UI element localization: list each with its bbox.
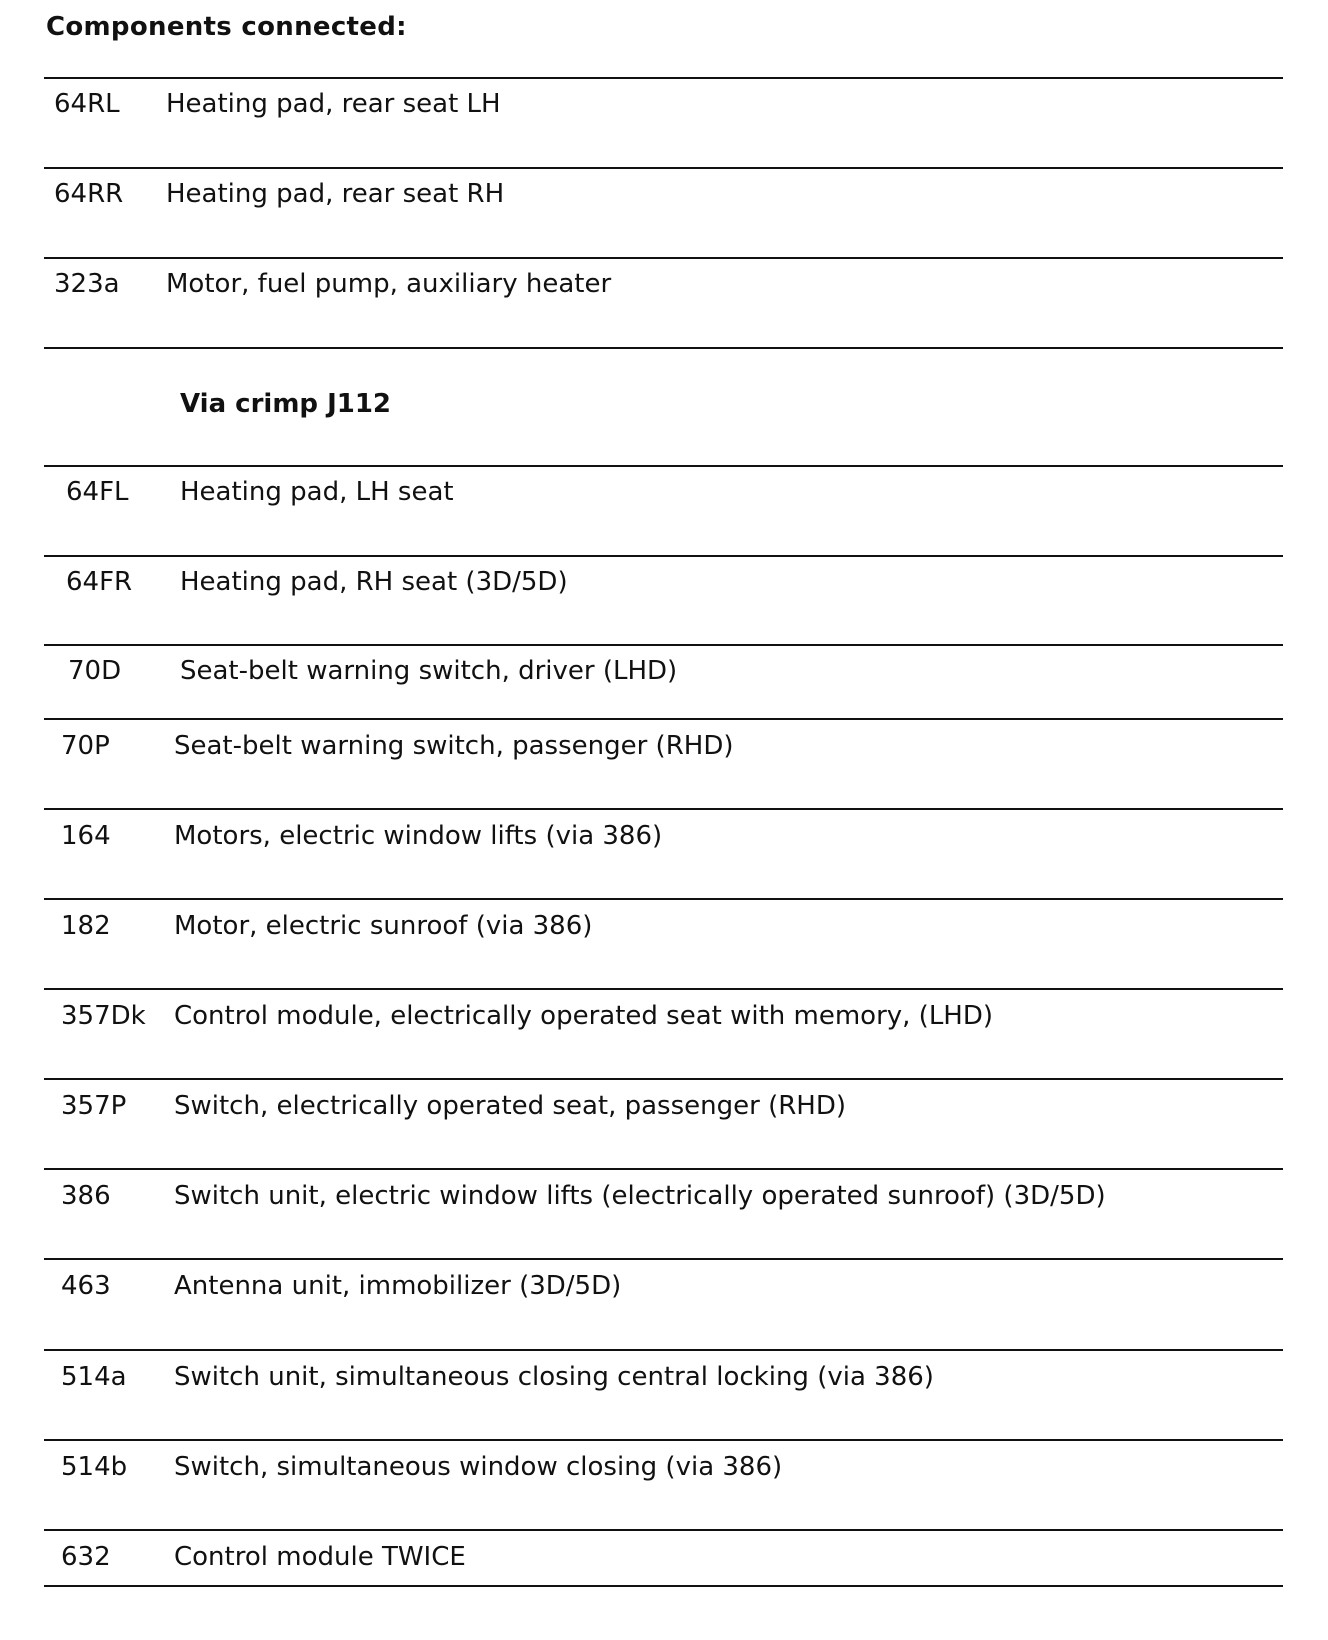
component-description: Antenna unit, immobilizer (3D/5D): [174, 1271, 622, 1301]
component-code: 64RR: [54, 179, 124, 209]
component-description: Heating pad, LH seat: [180, 477, 454, 507]
component-description: Seat-belt warning switch, passenger (RHD): [174, 731, 734, 761]
divider: [44, 257, 1283, 259]
component-description: Heating pad, rear seat RH: [166, 179, 505, 209]
component-code: 323a: [54, 269, 120, 299]
subsection-heading: Via crimp J112: [180, 389, 392, 419]
divider: [44, 1258, 1283, 1260]
divider: [44, 167, 1283, 169]
component-code: 64RL: [54, 89, 120, 119]
component-code: 357P: [61, 1091, 127, 1121]
divider: [44, 1168, 1283, 1170]
component-description: Heating pad, RH seat (3D/5D): [180, 567, 568, 597]
component-code: 70D: [68, 656, 122, 686]
component-code: 64FR: [66, 567, 133, 597]
divider: [44, 465, 1283, 467]
component-description: Switch, electrically operated seat, passenger (RHD): [174, 1091, 847, 1121]
component-code: 463: [61, 1271, 111, 1301]
divider: [44, 77, 1283, 79]
divider: [44, 644, 1283, 646]
divider: [44, 718, 1283, 720]
divider: [44, 898, 1283, 900]
component-description: Motor, fuel pump, auxiliary heater: [166, 269, 612, 299]
component-code: 182: [61, 911, 111, 941]
component-description: Motors, electric window lifts (via 386): [174, 821, 663, 851]
divider: [44, 1439, 1283, 1441]
component-description: Control module, electrically operated seat with memory, (LHD): [174, 1001, 994, 1031]
component-description: Seat-belt warning switch, driver (LHD): [180, 656, 678, 686]
component-description: Control module TWICE: [174, 1542, 466, 1572]
component-description: Switch unit, electric window lifts (electrically operated sunroof) (3D/5D): [174, 1181, 1106, 1211]
section-heading: Components connected:: [46, 12, 407, 42]
divider: [44, 555, 1283, 557]
component-code: 514b: [61, 1452, 128, 1482]
component-description: Switch unit, simultaneous closing central locking (via 386): [174, 1362, 934, 1392]
component-code: 514a: [61, 1362, 127, 1392]
component-code: 64FL: [66, 477, 129, 507]
component-code: 357Dk: [61, 1001, 146, 1031]
divider: [44, 808, 1283, 810]
component-code: 70P: [61, 731, 110, 761]
component-description: Switch, simultaneous window closing (via 386): [174, 1452, 783, 1482]
component-code: 632: [61, 1542, 111, 1572]
divider: [44, 1078, 1283, 1080]
component-code: 164: [61, 821, 111, 851]
divider: [44, 1349, 1283, 1351]
component-code: 386: [61, 1181, 111, 1211]
divider: [44, 988, 1283, 990]
divider: [44, 347, 1283, 349]
divider: [44, 1529, 1283, 1531]
divider: [44, 1585, 1283, 1587]
component-description: Motor, electric sunroof (via 386): [174, 911, 593, 941]
component-description: Heating pad, rear seat LH: [166, 89, 501, 119]
